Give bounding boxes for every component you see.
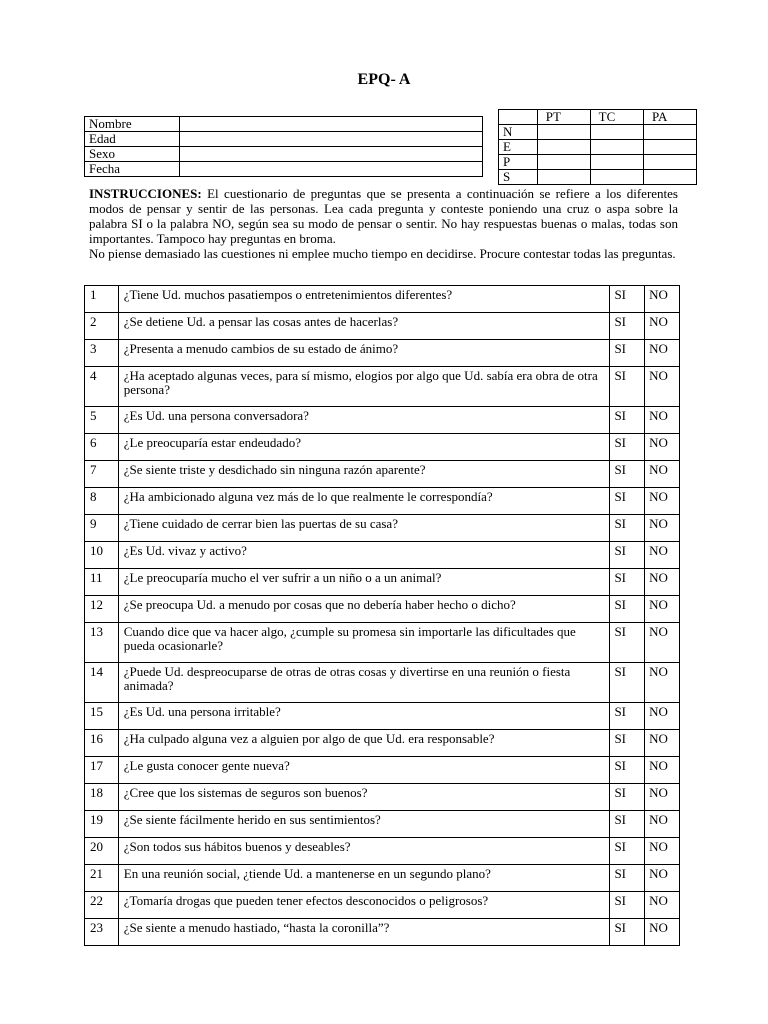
- question-text: ¿Tomaría drogas que pueden tener efectos desconocidos o peligrosos?: [118, 892, 610, 919]
- question-row: [85, 596, 680, 623]
- edad-field[interactable]: [180, 132, 483, 147]
- question-number: 11: [85, 569, 119, 596]
- info-row-nombre: [85, 117, 483, 132]
- score-cell[interactable]: [590, 140, 643, 155]
- answer-si-option[interactable]: SI: [610, 569, 645, 596]
- question-text: ¿Ha culpado alguna vez a alguien por algo de que Ud. era responsable?: [118, 730, 610, 757]
- question-row: [85, 663, 680, 703]
- instructions-text-1: El cuestionario de preguntas que se presenta a continuación se refiere a los diferentes modos de pensar y sentir de las personas. Lea cada pregunta y conteste poniendo una cruz o aspa sobre la palabra SI o la palabra NO, según sea su modo de pensar o sentir. No hay respuestas buenas o malas, todas son importantes. Tampoco hay preguntas en broma.: [89, 186, 678, 246]
- question-row: [85, 703, 680, 730]
- answer-no-option[interactable]: NO: [645, 434, 680, 461]
- question-row: [85, 569, 680, 596]
- question-text: ¿Ha ambicionado alguna vez más de lo que realmente le correspondía?: [118, 488, 610, 515]
- answer-si-option[interactable]: SI: [610, 757, 645, 784]
- question-row: [85, 313, 680, 340]
- question-row: [85, 865, 680, 892]
- score-row-label: S: [499, 170, 538, 185]
- question-row: [85, 340, 680, 367]
- answer-si-option[interactable]: SI: [610, 838, 645, 865]
- question-row: [85, 757, 680, 784]
- question-row: [85, 488, 680, 515]
- question-text: ¿Tiene cuidado de cerrar bien las puertas de su casa?: [118, 515, 610, 542]
- personal-info-table: [84, 116, 483, 177]
- question-number: 23: [85, 919, 119, 946]
- question-row: [85, 542, 680, 569]
- question-text: ¿Puede Ud. despreocuparse de otras de otras cosas y divertirse en una reunión o fiesta animada?: [118, 663, 610, 703]
- answer-no-option[interactable]: NO: [645, 367, 680, 407]
- score-cell[interactable]: [643, 140, 696, 155]
- question-text: ¿Es Ud. vivaz y activo?: [118, 542, 610, 569]
- question-number: 9: [85, 515, 119, 542]
- info-row-edad: [85, 132, 483, 147]
- answer-si-option[interactable]: SI: [610, 286, 645, 313]
- question-number: 21: [85, 865, 119, 892]
- answer-si-option[interactable]: SI: [610, 892, 645, 919]
- questions-body: [85, 286, 680, 946]
- score-table: [498, 109, 697, 185]
- question-row: [85, 623, 680, 663]
- question-row: [85, 367, 680, 407]
- score-row-s: [499, 170, 697, 185]
- score-cell[interactable]: [537, 170, 590, 185]
- answer-si-option[interactable]: SI: [610, 461, 645, 488]
- instructions: [89, 186, 678, 261]
- answer-si-option[interactable]: SI: [610, 919, 645, 946]
- question-number: 3: [85, 340, 119, 367]
- answer-si-option[interactable]: SI: [610, 811, 645, 838]
- answer-no-option[interactable]: NO: [645, 515, 680, 542]
- answer-no-option[interactable]: NO: [645, 596, 680, 623]
- answer-no-option[interactable]: NO: [645, 569, 680, 596]
- answer-si-option[interactable]: SI: [610, 730, 645, 757]
- question-number: 19: [85, 811, 119, 838]
- answer-no-option[interactable]: NO: [645, 892, 680, 919]
- question-text: Cuando dice que va hacer algo, ¿cumple su promesa sin importarle las dificultades que pueda ocasionarle?: [118, 623, 610, 663]
- question-text: ¿Le preocuparía estar endeudado?: [118, 434, 610, 461]
- answer-si-option[interactable]: SI: [610, 865, 645, 892]
- score-row-label: N: [499, 125, 538, 140]
- question-text: ¿Es Ud. una persona conversadora?: [118, 407, 610, 434]
- answer-no-option[interactable]: NO: [645, 623, 680, 663]
- answer-si-option[interactable]: SI: [610, 623, 645, 663]
- info-label: Fecha: [85, 162, 180, 177]
- answer-no-option[interactable]: NO: [645, 542, 680, 569]
- score-cell[interactable]: [643, 155, 696, 170]
- question-row: [85, 515, 680, 542]
- question-number: 15: [85, 703, 119, 730]
- answer-no-option[interactable]: NO: [645, 811, 680, 838]
- question-row: [85, 286, 680, 313]
- answer-si-option[interactable]: SI: [610, 784, 645, 811]
- question-number: 14: [85, 663, 119, 703]
- question-text: ¿Son todos sus hábitos buenos y deseables?: [118, 838, 610, 865]
- question-text: ¿Es Ud. una persona irritable?: [118, 703, 610, 730]
- score-cell[interactable]: [590, 155, 643, 170]
- question-number: 18: [85, 784, 119, 811]
- answer-no-option[interactable]: NO: [645, 663, 680, 703]
- score-cell[interactable]: [590, 125, 643, 140]
- question-number: 4: [85, 367, 119, 407]
- question-row: [85, 407, 680, 434]
- sexo-field[interactable]: [180, 147, 483, 162]
- question-text: ¿Ha aceptado algunas veces, para sí mismo, elogios por algo que Ud. sabía era obra de otra persona?: [118, 367, 610, 407]
- question-row: [85, 434, 680, 461]
- question-row: [85, 892, 680, 919]
- question-text: ¿Se siente fácilmente herido en sus sentimientos?: [118, 811, 610, 838]
- answer-no-option[interactable]: NO: [645, 784, 680, 811]
- question-row: [85, 838, 680, 865]
- answer-no-option[interactable]: NO: [645, 313, 680, 340]
- answer-no-option[interactable]: NO: [645, 919, 680, 946]
- answer-si-option[interactable]: SI: [610, 434, 645, 461]
- question-row: [85, 784, 680, 811]
- answer-si-option[interactable]: SI: [610, 313, 645, 340]
- question-text: ¿Se preocupa Ud. a menudo por cosas que no debería haber hecho o dicho?: [118, 596, 610, 623]
- info-label: Sexo: [85, 147, 180, 162]
- question-number: 17: [85, 757, 119, 784]
- answer-no-option[interactable]: NO: [645, 340, 680, 367]
- question-number: 22: [85, 892, 119, 919]
- question-number: 20: [85, 838, 119, 865]
- info-row-sexo: [85, 147, 483, 162]
- question-text: ¿Le gusta conocer gente nueva?: [118, 757, 610, 784]
- question-row: [85, 461, 680, 488]
- answer-no-option[interactable]: NO: [645, 757, 680, 784]
- answer-no-option[interactable]: NO: [645, 407, 680, 434]
- question-number: 12: [85, 596, 119, 623]
- question-text: ¿Le preocuparía mucho el ver sufrir a un niño o a un animal?: [118, 569, 610, 596]
- score-col-tc: TC: [590, 110, 643, 125]
- score-row-e: [499, 140, 697, 155]
- score-row-p: [499, 155, 697, 170]
- instructions-paragraph-1: [89, 186, 678, 246]
- question-number: 10: [85, 542, 119, 569]
- score-row-n: [499, 125, 697, 140]
- answer-no-option[interactable]: NO: [645, 461, 680, 488]
- answer-no-option[interactable]: NO: [645, 730, 680, 757]
- score-cell[interactable]: [537, 140, 590, 155]
- nombre-field[interactable]: [180, 117, 483, 132]
- question-text: ¿Se detiene Ud. a pensar las cosas antes de hacerlas?: [118, 313, 610, 340]
- answer-no-option[interactable]: NO: [645, 286, 680, 313]
- answer-si-option[interactable]: SI: [610, 340, 645, 367]
- question-number: 7: [85, 461, 119, 488]
- answer-si-option[interactable]: SI: [610, 367, 645, 407]
- score-cell[interactable]: [537, 155, 590, 170]
- score-cell[interactable]: [643, 125, 696, 140]
- question-text: ¿Presenta a menudo cambios de su estado de ánimo?: [118, 340, 610, 367]
- instructions-paragraph-2: No piense demasiado las cuestiones ni emplee mucho tiempo en decidirse. Procure contestar todas las preguntas.: [89, 246, 676, 261]
- answer-si-option[interactable]: SI: [610, 407, 645, 434]
- question-number: 13: [85, 623, 119, 663]
- score-cell[interactable]: [590, 170, 643, 185]
- answer-no-option[interactable]: NO: [645, 838, 680, 865]
- info-row-fecha: [85, 162, 483, 177]
- question-row: [85, 919, 680, 946]
- answer-no-option[interactable]: NO: [645, 865, 680, 892]
- answer-si-option[interactable]: SI: [610, 703, 645, 730]
- answer-si-option[interactable]: SI: [610, 542, 645, 569]
- score-cell[interactable]: [537, 125, 590, 140]
- question-row: [85, 811, 680, 838]
- score-col-pt: PT: [537, 110, 590, 125]
- question-number: 2: [85, 313, 119, 340]
- score-row-label: E: [499, 140, 538, 155]
- questions-table: [84, 285, 680, 946]
- score-row-label: P: [499, 155, 538, 170]
- info-label: Edad: [85, 132, 180, 147]
- question-row: [85, 730, 680, 757]
- question-text: ¿Cree que los sistemas de seguros son buenos?: [118, 784, 610, 811]
- fecha-field[interactable]: [180, 162, 483, 177]
- question-text: En una reunión social, ¿tiende Ud. a mantenerse en un segundo plano?: [118, 865, 610, 892]
- instructions-heading: INSTRUCCIONES:: [89, 186, 202, 201]
- answer-no-option[interactable]: NO: [645, 703, 680, 730]
- answer-no-option[interactable]: NO: [645, 488, 680, 515]
- score-col-pa: PA: [643, 110, 696, 125]
- question-number: 1: [85, 286, 119, 313]
- score-cell[interactable]: [643, 170, 696, 185]
- page-title: EPQ- A: [357, 71, 411, 88]
- question-number: 5: [85, 407, 119, 434]
- question-text: ¿Se siente triste y desdichado sin ninguna razón aparente?: [118, 461, 610, 488]
- answer-si-option[interactable]: SI: [610, 488, 645, 515]
- question-text: ¿Tiene Ud. muchos pasatiempos o entretenimientos diferentes?: [118, 286, 610, 313]
- question-number: 16: [85, 730, 119, 757]
- answer-si-option[interactable]: SI: [610, 596, 645, 623]
- question-number: 6: [85, 434, 119, 461]
- answer-si-option[interactable]: SI: [610, 663, 645, 703]
- score-corner: [499, 110, 538, 125]
- answer-si-option[interactable]: SI: [610, 515, 645, 542]
- question-text: ¿Se siente a menudo hastiado, “hasta la coronilla”?: [118, 919, 610, 946]
- info-label: Nombre: [85, 117, 180, 132]
- score-header-row: [499, 110, 697, 125]
- question-number: 8: [85, 488, 119, 515]
